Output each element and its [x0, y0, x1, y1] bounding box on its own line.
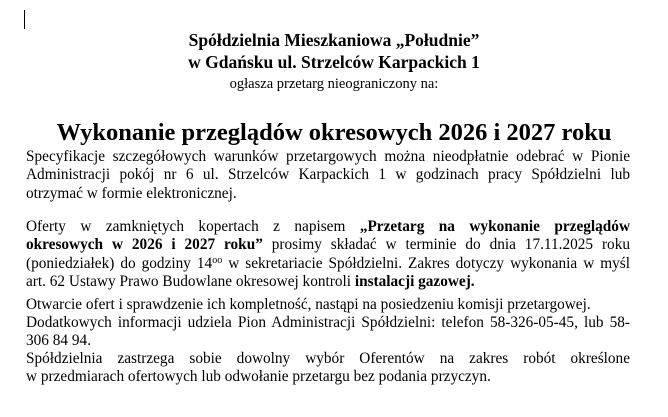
text-line	[26, 218, 630, 236]
paragraph-specification	[26, 148, 630, 203]
text-line: Dodatkowych informacji udziela Pion Administracji Spółdzielni: telefon 58-326-05-45, lub 58-	[26, 314, 630, 331]
paragraph-reservation	[26, 350, 630, 387]
text-run-bold: instalacji gazowej.	[354, 272, 475, 290]
text-line: Otwarcie ofert i sprawdzenie ich kompletność, nastąpi na posiedzeniu komisji przetargowej.	[26, 296, 591, 313]
text-run: Oferty w zamkniętych kopertach z napisem	[26, 218, 360, 235]
text-run-bold: „Przetarg na wykonanie przeglądów	[359, 218, 630, 235]
text-run: prosimy składać w terminie do dnia 17.11.2025 roku	[262, 236, 631, 254]
paragraph-opening	[26, 296, 630, 314]
announcement-line: ogłasza przetarg nieograniczony na:	[229, 76, 439, 92]
text-run: w sekretariacie Spółdzielni. Zakres dotyczy wykonania w myśl	[222, 254, 630, 272]
text-cursor	[24, 10, 25, 29]
text-line	[26, 255, 630, 273]
text-line	[26, 273, 630, 291]
text-line	[26, 236, 630, 254]
text-run: (poniedziałek) do godziny 14	[26, 254, 213, 272]
document-title: Wykonanie przeglądów okresowych 2026 i 2027 roku	[56, 119, 612, 146]
text-line: 306 84 94.	[26, 332, 92, 350]
text-run: art. 62 Ustawy Prawo Budowlane okresowej kontroli	[26, 272, 355, 290]
text-line: Spółdzielnia zastrzega sobie dowolny wybór Oferentów na zakres robót określone	[26, 350, 630, 367]
org-name: Spółdzielnia Mieszkaniowa „Południe”	[188, 30, 480, 50]
org-address: w Gdańsku ul. Strzelców Karpackich 1	[188, 52, 480, 72]
text-line: otrzymać w formie elektronicznej.	[26, 184, 237, 202]
paragraph-offers	[26, 218, 630, 291]
superscript: oo	[212, 254, 223, 266]
text-line: Administracji pokój nr 6 ul. Strzelców Karpackich 1 w godzinach pracy Spółdzielni lub	[26, 166, 630, 184]
text-line: w przedmiarach ofertowych lub odwołanie przetargu bez podania przyczyn.	[26, 368, 491, 386]
text-run-bold: okresowych w 2026 i 2027 roku”	[26, 236, 263, 254]
paragraph-contact	[26, 314, 630, 351]
text-line: Specyfikacje szczegółowych warunków przetargowych można nieodpłatnie odebrać w Pionie	[26, 148, 630, 165]
